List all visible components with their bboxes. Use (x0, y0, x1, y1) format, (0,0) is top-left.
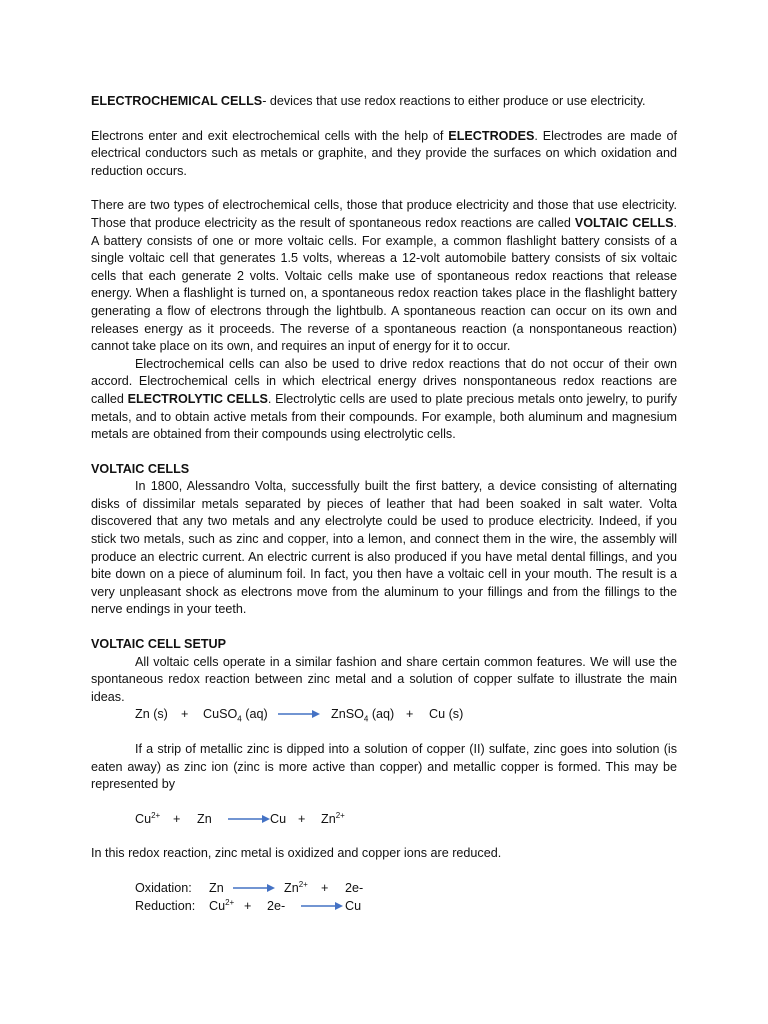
intro-definition: - devices that use redox reactions to either produce or use electricity. (262, 94, 646, 108)
zinc-strip-paragraph: If a strip of metallic zinc is dipped into a solution of copper (II) sulfate, zinc goes into solution (is eaten away) as zinc ion (zinc is more active than copper) and metallic copper is formed. This may be represented by (91, 742, 677, 792)
oxidation-product (284, 880, 308, 898)
eq2-plus-1: + (173, 811, 181, 826)
document-body (91, 93, 677, 915)
electrolytic-text-pre: Electrochemical cells can also be used to drive redox reactions that do not occur of their own accord. Electrochemical cells in which electrical energy drives nonspontaneous redox reactions are called (91, 356, 677, 406)
intro-paragraph (91, 93, 677, 111)
reduction-reactant (209, 898, 234, 916)
reaction-arrow-icon (278, 707, 320, 721)
electrodes-text-pre: Electrons enter and exit electrochemical cells with the help of (91, 128, 449, 143)
eq1-cuso-subscript: 4 (237, 714, 242, 724)
reduction-label: Reduction: (135, 898, 196, 913)
eq1-plus-2: + (406, 707, 414, 722)
eq1-plus-1: + (181, 707, 189, 722)
eq1-znso-base: ZnSO (331, 707, 364, 722)
reduction-product: Cu (345, 898, 362, 913)
eq2-product-zn-ion (321, 811, 345, 829)
electrodes-text-post: . Electrodes are made of electrical conductors such as metals or graphite, and they provide the surfaces on which oxidation and reduction occurs. (91, 128, 678, 178)
electrolytic-text-post: . Electrolytic cells are used to plate precious metals onto jewelry, to purify metals, and to obtain active metals from their compounds. For example, both aluminum and magnesium metals are obtained from their compounds using electrolytic cells. (91, 391, 677, 442)
oxidation-product-base: Zn (284, 880, 299, 895)
redox-summary-paragraph: In this redox reaction, zinc metal is oxidized and copper ions are reduced. (91, 846, 502, 861)
eq1-product-cu: Cu (s) (429, 707, 464, 722)
reaction-arrow-icon (301, 899, 343, 913)
electrodes-paragraph (91, 128, 677, 181)
cell-types-text-pre: There are two types of electrochemical cells, those that produce electricity and those that use electricity. Those that produce electricity as the result of spontaneous redox reactions are called (91, 198, 677, 230)
eq2-product-cu: Cu (270, 811, 287, 826)
reduction-half-reaction (91, 898, 677, 916)
eq1-product-znso4 (331, 706, 394, 724)
oxidation-plus: + (321, 880, 329, 895)
voltaic-setup-heading: VOLTAIC CELL SETUP (91, 637, 227, 652)
oxidation-reactant: Zn (209, 880, 224, 895)
voltaic-cells-term: VOLTAIC CELLS (574, 215, 674, 230)
voltaic-cells-heading: VOLTAIC CELLS (91, 461, 190, 476)
voltaic-setup-paragraph: All voltaic cells operate in a similar fashion and share certain common features. We will use the spontaneous redox reaction between zinc metal and a solution of copper sulfate to illustrate the main ideas. (91, 654, 677, 704)
eq2-plus-2: + (298, 811, 306, 826)
eq2-zn-base: Zn (321, 811, 336, 826)
reaction-arrow-icon (228, 812, 270, 826)
oxidation-product-charge: 2+ (298, 879, 308, 889)
reduction-plus: + (244, 898, 252, 913)
oxidation-electrons: 2e- (345, 880, 364, 895)
electrodes-term: ELECTRODES (448, 128, 535, 143)
voltaic-cells-paragraph: In 1800, Alessandro Volta, successfully built the first battery, a device consisting of alternating disks of dissimilar metals separated by pieces of leather that had been soaked in salt water. Volta discovered that any two metals and any electrolyte could be used to produce electricity. Indeed, if you stick two metals, such as zinc and copper, into a lemon, and connect them in the wire, the assembly will produce an electric current. An electric current is also produced if you have metal dental fillings, and you bite down on a piece of aluminum foil. In fact, you then have a voltaic cell in your mouth. The result is a very unpleasant shock as electrons move from the aluminum to your fillings and from the fillings to the nerve endings in your teeth. (91, 479, 677, 617)
eq2-reactant-cu-ion (135, 811, 160, 829)
intro-term: ELECTROCHEMICAL CELLS (91, 94, 263, 108)
eq1-reactant-zn: Zn (s) (135, 707, 168, 722)
eq1-reactant-cuso4 (203, 706, 268, 724)
eq1-znso-state: (aq) (368, 707, 395, 722)
eq1-cuso-state: (aq) (241, 707, 268, 722)
equation-zn-cuso4 (91, 706, 677, 724)
reduction-electrons: 2e- (267, 898, 286, 913)
eq2-reactant-zn: Zn (197, 811, 212, 826)
reduction-reactant-charge: 2+ (225, 897, 235, 907)
reaction-arrow-icon (233, 881, 275, 895)
equation-cu-zn (91, 811, 677, 829)
cell-types-paragraph (91, 197, 677, 355)
oxidation-label: Oxidation: (135, 880, 192, 895)
electrolytic-paragraph (91, 356, 677, 444)
eq2-cu-charge: 2+ (151, 810, 161, 820)
cell-types-text-post: . A battery consists of one or more voltaic cells. For example, a common flashlight battery consists of a single voltaic cell that generates 1.5 volts, whereas a 12-volt automobile battery consists of six voltaic cells that each generate 2 volts. Voltaic cells make use of spontaneous redox reactions that release energy. When a flashlight is turned on, a spontaneous redox reaction takes place in the flashlight battery generating a flow of electrons through the lightbulb. A spontaneous reaction can occur on its own and releases energy as it proceeds. The reverse of a spontaneous reaction (a nonspontaneous reaction) cannot take place on its own, and requires an input of energy for it to occur. (91, 215, 677, 354)
electrolytic-cells-term: ELECTROLYTIC CELLS (127, 391, 268, 406)
eq2-cu-base: Cu (135, 811, 152, 826)
oxidation-half-reaction (91, 880, 677, 898)
eq1-cuso-base: CuSO (203, 707, 238, 722)
eq2-zn-charge: 2+ (335, 810, 345, 820)
reduction-reactant-base: Cu (209, 898, 226, 913)
eq1-znso-subscript: 4 (363, 714, 369, 724)
